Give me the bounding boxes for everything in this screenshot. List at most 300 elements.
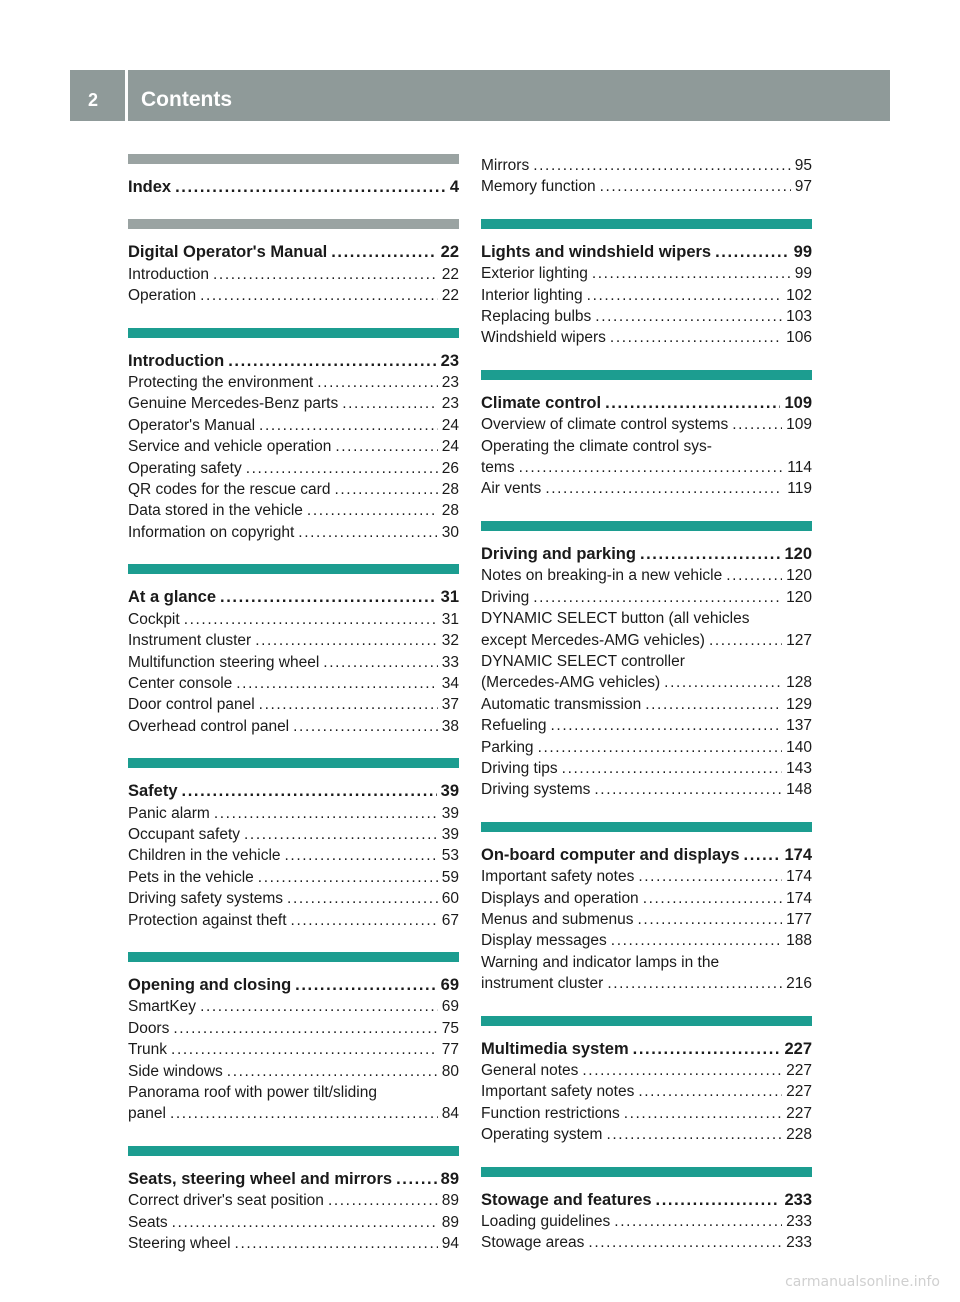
- dot-leader: [600, 176, 791, 197]
- toc-entry[interactable]: [128, 1212, 459, 1233]
- dot-leader: [726, 565, 782, 586]
- entry-title: Genuine Mercedes-Benz parts: [128, 395, 339, 413]
- page-ref: 39: [441, 804, 459, 822]
- toc-right-column: [481, 155, 812, 1275]
- section-title: At a glance: [128, 588, 217, 607]
- page-ref: 37: [441, 696, 459, 714]
- toc-entry[interactable]: [481, 306, 812, 327]
- toc-entry[interactable]: [481, 1232, 812, 1253]
- section-bar: [128, 564, 459, 574]
- page-ref: 28: [441, 481, 459, 499]
- section-heading[interactable]: [128, 587, 459, 608]
- dot-leader: [293, 716, 438, 737]
- page-ref: 39: [441, 825, 459, 843]
- toc-entry[interactable]: [481, 888, 812, 909]
- entry-title: Driving safety systems: [128, 890, 284, 908]
- toc-entry[interactable]: [128, 1233, 459, 1254]
- section-bar: [481, 219, 812, 229]
- entry-title: Multifunction steering wheel: [128, 653, 320, 671]
- toc-entry[interactable]: [481, 176, 812, 197]
- entry-title: panel: [128, 1105, 166, 1123]
- toc-section: [481, 1016, 812, 1146]
- toc-entry[interactable]: [128, 436, 459, 457]
- page-ref: 128: [786, 674, 812, 692]
- toc-section: [481, 521, 812, 801]
- toc-entry[interactable]: [128, 609, 459, 630]
- entry-title: Important safety notes: [481, 868, 635, 886]
- toc-entry[interactable]: [481, 285, 812, 306]
- page-ref: 97: [794, 178, 812, 196]
- section-title: Seats, steering wheel and mirrors: [128, 1169, 393, 1188]
- toc-entry[interactable]: [128, 910, 459, 931]
- section-title: Multimedia system: [481, 1039, 629, 1058]
- dot-leader: [709, 630, 782, 651]
- section-heading[interactable]: [128, 177, 459, 198]
- toc-entry[interactable]: [128, 630, 459, 651]
- page-ref: 24: [441, 438, 459, 456]
- dot-leader: [246, 458, 438, 479]
- dot-leader: [255, 630, 438, 651]
- toc-entry[interactable]: [128, 393, 459, 414]
- toc-entry[interactable]: [481, 758, 812, 779]
- toc-entry[interactable]: [128, 867, 459, 888]
- dot-leader: [624, 1103, 782, 1124]
- toc-entry[interactable]: [128, 500, 459, 521]
- entry-title: Center console: [128, 674, 233, 692]
- page-ref: 102: [786, 286, 812, 304]
- toc-entry[interactable]: [128, 1039, 459, 1060]
- page-ref: 174: [784, 845, 812, 864]
- page-ref: 174: [786, 868, 812, 886]
- toc-entry[interactable]: [481, 1211, 812, 1232]
- dot-leader: [173, 1018, 437, 1039]
- dot-leader: [171, 1039, 438, 1060]
- dot-leader: [551, 715, 783, 736]
- toc-entry[interactable]: [481, 1124, 812, 1145]
- dot-leader: [334, 479, 437, 500]
- entry-title: Side windows: [128, 1062, 223, 1080]
- toc-entry[interactable]: [128, 415, 459, 436]
- toc-section: [128, 564, 459, 737]
- entry-title: Operation: [128, 287, 197, 305]
- page-ref: 94: [441, 1235, 459, 1253]
- dot-leader: [200, 996, 438, 1017]
- toc-entry[interactable]: [481, 630, 812, 651]
- dot-leader: [285, 845, 438, 866]
- toc-entry[interactable]: [481, 1103, 812, 1124]
- dot-leader: [258, 867, 438, 888]
- entry-title: Replacing bulbs: [481, 308, 592, 326]
- page-ref: 30: [441, 523, 459, 541]
- dot-leader: [645, 694, 782, 715]
- entry-title: Door control panel: [128, 696, 255, 714]
- entry-title: Instrument cluster: [128, 632, 252, 650]
- page-ref: 109: [786, 416, 812, 434]
- section-heading[interactable]: [128, 781, 459, 802]
- page-number: 2: [88, 90, 99, 110]
- toc-entry[interactable]: [481, 672, 812, 693]
- section-heading[interactable]: [481, 242, 812, 263]
- toc-left-column: [128, 154, 459, 1275]
- page-ref: 39: [440, 782, 459, 801]
- dot-leader: [184, 609, 438, 630]
- dot-leader: [342, 393, 438, 414]
- section-bar: [128, 219, 459, 229]
- dot-leader: [287, 888, 438, 909]
- page-ref: 28: [441, 502, 459, 520]
- entry-title: Operator's Manual: [128, 416, 256, 434]
- entry-title: Panic alarm: [128, 804, 210, 822]
- dot-leader: [307, 500, 438, 521]
- dot-leader: [595, 306, 782, 327]
- page-ref: 22: [441, 287, 459, 305]
- page-ref: 89: [441, 1213, 459, 1231]
- dot-leader: [638, 866, 782, 887]
- toc-entry[interactable]: [481, 478, 812, 499]
- page-ref: 23: [441, 395, 459, 413]
- dot-leader: [175, 177, 446, 198]
- page-ref: 4: [449, 178, 459, 196]
- toc-section: [481, 219, 812, 349]
- page-ref: 120: [786, 567, 812, 585]
- dot-leader: [643, 888, 782, 909]
- toc-entry[interactable]: [481, 263, 812, 284]
- entry-title: Operating system: [481, 1126, 603, 1144]
- entry-title: Displays and operation: [481, 889, 639, 907]
- dot-leader: [182, 781, 437, 802]
- page-ref: 120: [786, 588, 812, 606]
- section-heading[interactable]: [481, 1190, 812, 1211]
- page-ref: 99: [794, 265, 812, 283]
- toc-entry[interactable]: [128, 888, 459, 909]
- entry-title: Refueling: [481, 717, 547, 735]
- page-ref: 31: [440, 588, 459, 607]
- page-ref: 69: [440, 975, 459, 994]
- dot-leader: [656, 1190, 781, 1211]
- toc-entry[interactable]: [481, 155, 812, 176]
- dot-leader: [170, 1103, 438, 1124]
- entry-title: Important safety notes: [481, 1083, 635, 1101]
- entry-title: Protection against theft: [128, 911, 287, 929]
- dot-leader: [638, 909, 783, 930]
- toc-entry[interactable]: [128, 1190, 459, 1211]
- entry-title: Parking: [481, 738, 534, 756]
- toc-entry[interactable]: [128, 652, 459, 673]
- dot-leader: [732, 414, 782, 435]
- dot-leader: [200, 285, 438, 306]
- toc-entry[interactable]: [128, 845, 459, 866]
- toc-entry[interactable]: [128, 372, 459, 393]
- section-bar: [128, 758, 459, 768]
- entry-title: Automatic transmission: [481, 695, 642, 713]
- page-title: Contents: [141, 88, 232, 111]
- page-ref: 89: [440, 1169, 459, 1188]
- page-ref: 140: [786, 738, 812, 756]
- dot-leader: [614, 1211, 782, 1232]
- entry-title: Introduction: [128, 265, 209, 283]
- entry-title: instrument cluster: [481, 975, 604, 993]
- toc-entry[interactable]: [481, 1060, 812, 1081]
- page-ref: 227: [786, 1104, 812, 1122]
- entry-title: Mirrors: [481, 157, 530, 174]
- toc-entry[interactable]: [481, 909, 812, 930]
- page-ref: 69: [441, 998, 459, 1016]
- toc-entry[interactable]: [128, 479, 459, 500]
- entry-title: Overhead control panel: [128, 717, 290, 735]
- entry-title: Service and vehicle operation: [128, 438, 332, 456]
- page-ref: 174: [786, 889, 812, 907]
- section-title: Climate control: [481, 393, 602, 412]
- page-ref: 227: [784, 1039, 812, 1058]
- entry-title: (Mercedes-AMG vehicles): [481, 674, 661, 692]
- dot-leader: [607, 973, 782, 994]
- entry-title: Windshield wipers: [481, 329, 606, 347]
- toc-entry[interactable]: [128, 996, 459, 1017]
- entry-title: Notes on breaking-in a new vehicle: [481, 567, 723, 585]
- page-ref: 95: [794, 157, 812, 174]
- toc-section: [128, 219, 459, 306]
- entry-title: Data stored in the vehicle: [128, 502, 303, 520]
- entry-title: Overview of climate control systems: [481, 416, 729, 434]
- section-bar: [128, 154, 459, 164]
- toc-entry[interactable]: [128, 1018, 459, 1039]
- toc-entry[interactable]: [481, 457, 812, 478]
- section-heading[interactable]: [128, 351, 459, 372]
- page-ref: 227: [786, 1083, 812, 1101]
- section-title: Stowage and features: [481, 1190, 652, 1209]
- toc-entry[interactable]: [481, 1081, 812, 1102]
- page-ref: 77: [441, 1041, 459, 1059]
- entry-title: Function restrictions: [481, 1104, 620, 1122]
- entry-line-1: DYNAMIC SELECT button (all vehicles: [481, 610, 750, 628]
- page-ref: 38: [441, 717, 459, 735]
- dot-leader: [545, 478, 783, 499]
- entry-title: Information on copyright: [128, 523, 295, 541]
- toc-entry[interactable]: [481, 587, 812, 608]
- entry-title: Trunk: [128, 1041, 168, 1059]
- toc-entry[interactable]: [128, 803, 459, 824]
- entry-title: Driving systems: [481, 781, 591, 799]
- page-ref: 227: [786, 1062, 812, 1079]
- entry-title: Air vents: [481, 480, 542, 498]
- page-ref: 34: [441, 674, 459, 692]
- section-title: Safety: [128, 782, 178, 801]
- page-ref: 75: [441, 1019, 459, 1037]
- page-ref: 60: [441, 890, 459, 908]
- page-ref: 143: [786, 759, 812, 777]
- dot-leader: [606, 1124, 782, 1145]
- section-heading[interactable]: [481, 544, 812, 565]
- page-ref: 233: [786, 1234, 812, 1252]
- dot-leader: [213, 264, 438, 285]
- page-ref: 24: [441, 416, 459, 434]
- page-ref: 23: [440, 351, 459, 370]
- section-heading[interactable]: [128, 1169, 459, 1190]
- page-ref: 32: [441, 632, 459, 650]
- page-ref: 89: [441, 1192, 459, 1210]
- toc-entry[interactable]: [128, 824, 459, 845]
- page-ref: 127: [786, 631, 812, 649]
- toc-entry[interactable]: [481, 327, 812, 348]
- dot-leader: [228, 351, 436, 372]
- dot-leader: [605, 393, 780, 414]
- entry-title: Cockpit: [128, 610, 180, 628]
- dot-leader: [227, 1061, 438, 1082]
- entry-title: Occupant safety: [128, 825, 241, 843]
- page-ref: 137: [786, 717, 812, 735]
- entry-line-1: Warning and indicator lamps in the: [481, 953, 720, 971]
- page-ref: 120: [784, 544, 812, 563]
- toc-entry[interactable]: [481, 866, 812, 887]
- page-ref: 33: [441, 653, 459, 671]
- toc-entry[interactable]: [128, 458, 459, 479]
- section-bar: [481, 370, 812, 380]
- page-ref: 109: [784, 393, 812, 412]
- toc-entry[interactable]: [481, 779, 812, 800]
- entry-title: Seats: [128, 1213, 168, 1231]
- dot-leader: [744, 845, 781, 866]
- page-ref: 233: [784, 1190, 812, 1209]
- dot-leader: [715, 242, 790, 263]
- watermark: carmanualsonline.info: [785, 1274, 940, 1290]
- toc-section: [481, 370, 812, 500]
- entry-title: except Mercedes-AMG vehicles): [481, 631, 705, 649]
- dot-leader: [331, 242, 436, 263]
- toc-entry[interactable]: [481, 973, 812, 994]
- section-title: On-board computer and displays: [481, 845, 740, 864]
- page-ref: 22: [441, 265, 459, 283]
- page-ref: 84: [441, 1105, 459, 1123]
- section-bar: [128, 1146, 459, 1156]
- section-bar: [128, 952, 459, 962]
- page-ref: 53: [441, 847, 459, 865]
- dot-leader: [291, 910, 438, 931]
- entry-title: Interior lighting: [481, 286, 583, 304]
- dot-leader: [295, 975, 436, 996]
- section-heading[interactable]: [481, 1039, 812, 1060]
- dot-leader: [323, 652, 437, 673]
- page-ref: 99: [793, 242, 812, 261]
- dot-leader: [533, 587, 782, 608]
- dot-leader: [236, 673, 437, 694]
- toc-entry[interactable]: [128, 522, 459, 543]
- page-ref: 188: [786, 932, 812, 950]
- dot-leader: [519, 457, 784, 478]
- entry-title: Pets in the vehicle: [128, 868, 254, 886]
- entry-title: Driving tips: [481, 759, 558, 777]
- toc-entry[interactable]: [128, 1103, 459, 1124]
- dot-leader: [588, 1232, 782, 1253]
- page-ref: 177: [786, 910, 812, 928]
- section-bar: [128, 328, 459, 338]
- entry-title: Correct driver's seat position: [128, 1192, 324, 1210]
- section-bar: [481, 521, 812, 531]
- entry-title: Children in the vehicle: [128, 847, 281, 865]
- entry-title: Memory function: [481, 178, 596, 196]
- toc-section: [128, 758, 459, 931]
- dot-leader: [664, 672, 782, 693]
- dot-leader: [317, 372, 438, 393]
- entry-title: tems: [481, 459, 515, 477]
- dot-leader: [172, 1212, 438, 1233]
- entry-line-1: DYNAMIC SELECT controller: [481, 652, 685, 670]
- entry-title: General notes: [481, 1062, 579, 1079]
- page-ref: 59: [441, 868, 459, 886]
- dot-leader: [244, 824, 438, 845]
- toc-entry[interactable]: [128, 1061, 459, 1082]
- toc-section: [481, 822, 812, 995]
- toc-entry[interactable]: [128, 716, 459, 737]
- section-heading[interactable]: [481, 393, 812, 414]
- dot-leader: [582, 1060, 782, 1081]
- entry-title: Driving: [481, 588, 530, 606]
- dot-leader: [235, 1233, 438, 1254]
- toc-section: [128, 154, 459, 198]
- page-ref: 103: [786, 308, 812, 326]
- page-ref: 31: [441, 610, 459, 628]
- section-heading[interactable]: [481, 845, 812, 866]
- page-ref: 106: [786, 329, 812, 347]
- toc-entry[interactable]: [481, 715, 812, 736]
- toc-entry[interactable]: [481, 565, 812, 586]
- toc-entry[interactable]: [128, 264, 459, 285]
- page-ref: 26: [441, 459, 459, 477]
- section-bar: [481, 1167, 812, 1177]
- toc-entry[interactable]: [128, 673, 459, 694]
- toc-entry[interactable]: [128, 694, 459, 715]
- section-heading[interactable]: [128, 242, 459, 263]
- section-heading[interactable]: [128, 975, 459, 996]
- toc-section: [128, 952, 459, 1125]
- page-ref: 119: [787, 480, 812, 498]
- page-ref: 129: [786, 695, 812, 713]
- toc-entry[interactable]: [481, 737, 812, 758]
- section-title: Driving and parking: [481, 544, 636, 563]
- toc-section: [481, 1167, 812, 1254]
- toc-entry[interactable]: [481, 694, 812, 715]
- header-divider: [125, 70, 128, 121]
- section-title: Lights and windshield wipers: [481, 242, 712, 261]
- section-title: Index: [128, 178, 172, 196]
- toc-entry[interactable]: [481, 930, 812, 951]
- entry-title: Menus and submenus: [481, 910, 634, 928]
- toc-entry[interactable]: [481, 414, 812, 435]
- toc-entry[interactable]: [128, 285, 459, 306]
- entry-title: Stowage areas: [481, 1234, 585, 1252]
- entry-line-1: Operating the climate control sys-: [481, 437, 712, 455]
- page-ref: 216: [786, 975, 812, 993]
- section-bar: [481, 822, 812, 832]
- dot-leader: [640, 544, 781, 565]
- entry-title: QR codes for the rescue card: [128, 481, 331, 499]
- section-title: Digital Operator's Manual: [128, 243, 328, 262]
- entry-title: Steering wheel: [128, 1235, 231, 1253]
- page-ref: 80: [441, 1062, 459, 1080]
- dot-leader: [396, 1169, 437, 1190]
- page-ref: 23: [441, 374, 459, 392]
- dot-leader: [220, 587, 437, 608]
- entry-title: Doors: [128, 1019, 170, 1037]
- toc-section: [128, 1146, 459, 1255]
- dot-leader: [611, 930, 782, 951]
- page-ref: 148: [786, 781, 812, 799]
- dot-leader: [259, 694, 438, 715]
- toc-section: [481, 155, 812, 198]
- page-ref: 22: [440, 243, 459, 262]
- dot-leader: [328, 1190, 438, 1211]
- dot-leader: [587, 285, 782, 306]
- toc-section: [128, 328, 459, 544]
